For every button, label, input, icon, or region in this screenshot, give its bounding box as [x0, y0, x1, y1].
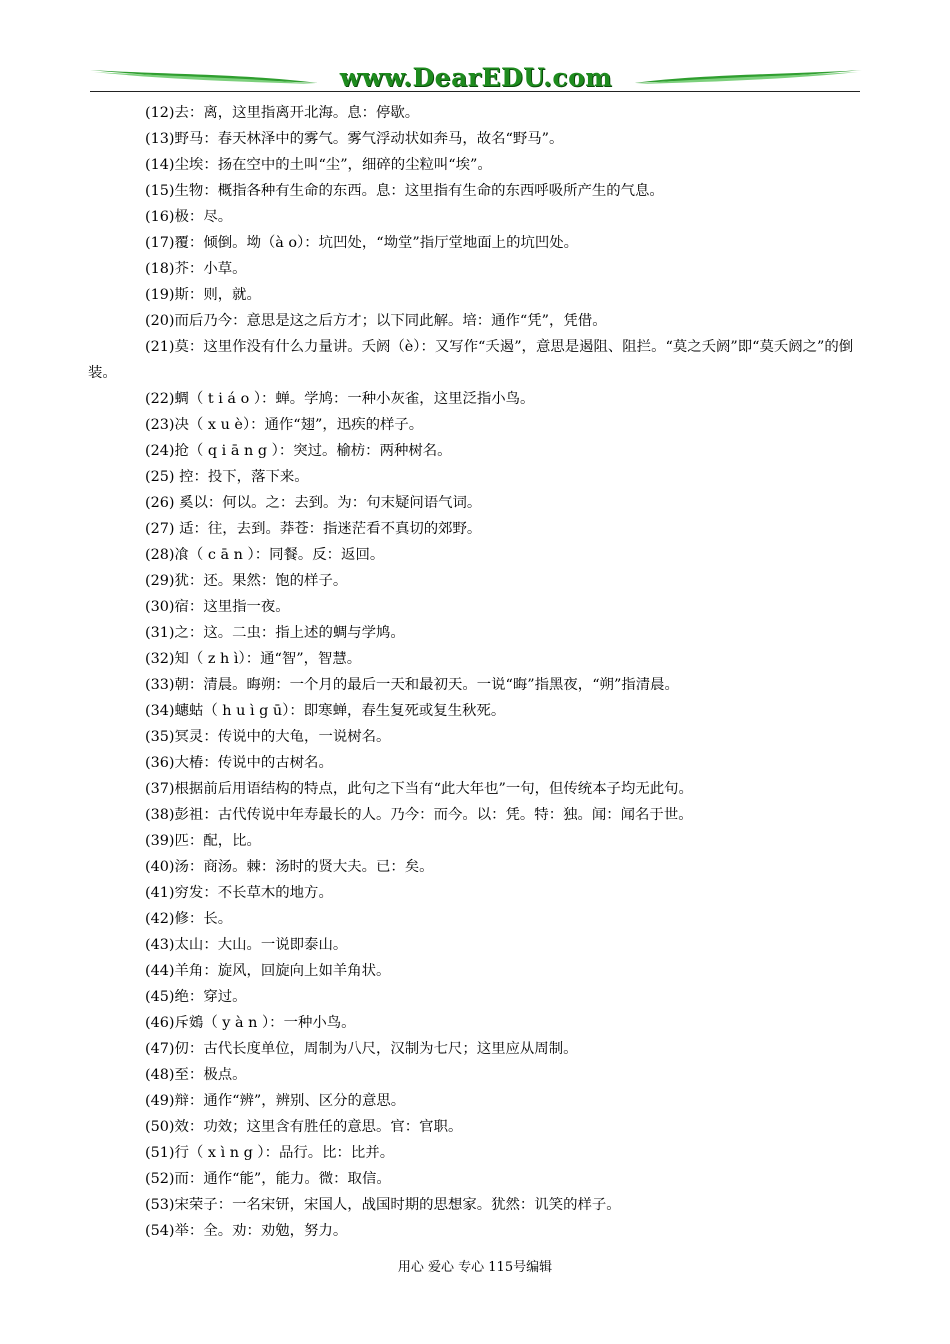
page-footer: 用心 爱心 专心 115号编辑: [397, 1260, 553, 1275]
note-33: (33)朝：清晨。晦朔：一个月的最后一天和最初天。一说“晦”指黑夜，“朔”指清晨。: [145, 677, 679, 693]
note-40: (40)汤：商汤。棘：汤时的贤大夫。已：矣。: [145, 859, 434, 875]
annotation-list: [88, 100, 860, 1244]
note-28: (28)飡（ c ā n ）：同餐。反：返回。: [145, 547, 385, 563]
note-15: (15)生物：概指各种有生命的东西。息：这里指有生命的东西呼吸所产生的气息。: [145, 183, 664, 199]
note-23: (23)决（ x u è）：通作“翅”，迅疾的样子。: [145, 417, 424, 433]
note-19: (19)斯：则，就。: [145, 287, 261, 303]
note-45: (45)绝：穿过。: [145, 989, 247, 1005]
note-31: (31)之：这。二虫：指上述的蜩与学鸠。: [145, 625, 405, 641]
note-16: (16)极：尽。: [145, 209, 233, 225]
note-52: (52)而：通作“能”，能力。微：取信。: [145, 1171, 391, 1187]
note-47: (47)仞：古代长度单位，周制为八尺，汉制为七尺；这里应从周制。: [145, 1041, 578, 1057]
note-13: (13)野马：春天林泽中的雾气。雾气浮动状如奔马，故名“野马”。: [145, 131, 564, 147]
note-39: (39)匹：配，比。: [145, 833, 261, 849]
note-43: (43)太山：大山。一说即泰山。: [145, 937, 348, 953]
note-32: (32)知（ z h ì）：通“智”，智慧。: [145, 651, 362, 667]
note-53: (53)宋荣子：一名宋钘，宋国人，战国时期的思想家。犹然：讥笑的样子。: [145, 1197, 621, 1213]
note-29: (29)犹：还。果然：饱的样子。: [145, 573, 348, 589]
note-35: (35)冥灵：传说中的大龟，一说树名。: [145, 729, 391, 745]
note-36: (36)大椿：传说中的古树名。: [145, 755, 333, 771]
note-26: (26) 奚以：何以。之：去到。为：句末疑问语气词。: [145, 495, 482, 511]
note-30: (30)宿：这里指一夜。: [145, 599, 290, 615]
note-51: (51)行（ x ì n g ）：品行。比：比并。: [145, 1145, 395, 1161]
note-34: (34)蟪蛄（ h u ì g ū）：即寒蝉，春生复死或复生秋死。: [145, 703, 506, 719]
note-37: (37)根据前后用语结构的特点，此句之下当有“此大年也”一句，但传统本子均无此句。: [145, 781, 693, 797]
note-44: (44)羊角：旋风，回旋向上如羊角状。: [145, 963, 391, 979]
note-21: (21)莫：这里作没有什么力量讲。夭阏（è）：又写作“夭遏”，意思是遏阻、阻拦。“莫之夭阏”即“莫夭阏之”的倒装。: [88, 339, 854, 381]
note-49: (49)辩：通作“辨”，辨别、区分的意思。: [145, 1093, 406, 1109]
note-24: (24)抢（ q i ā n g ）：突过。榆枋：两种树名。: [145, 443, 452, 459]
note-38: (38)彭祖：古代传说中年寿最长的人。乃今：而今。以：凭。特：独。闻：闻名于世。: [145, 807, 693, 823]
note-42: (42)修：长。: [145, 911, 233, 927]
note-48: (48)至：极点。: [145, 1067, 247, 1083]
note-17: (17)覆：倾倒。坳（à o）：坑凹处，“坳堂”指厅堂地面上的坑凹处。: [145, 235, 579, 251]
header-divider: [90, 91, 860, 92]
note-41: (41)穷发：不长草木的地方。: [145, 885, 333, 901]
note-46: (46)斥鴳（ y à n ）：一种小鸟。: [145, 1015, 356, 1031]
note-25: (25) 控：投下，落下来。: [145, 469, 309, 485]
note-12: (12)去：离，这里指离开北海。息：停歇。: [145, 105, 420, 121]
site-logo-text: www.DearEDU.com: [339, 63, 613, 92]
note-50: (50)效：功效；这里含有胜任的意思。官：官职。: [145, 1119, 463, 1135]
note-18: (18)芥：小草。: [145, 261, 247, 277]
note-22: (22)蜩（ t i á o ）：蝉。学鸠：一种小灰雀，这里泛指小鸟。: [145, 391, 535, 407]
note-14: (14)尘埃：扬在空中的土叫“尘”，细碎的尘粒叫“埃”。: [145, 157, 492, 173]
note-20: (20)而后乃今：意思是这之后方才；以下同此解。培：通作“凭”，凭借。: [145, 313, 607, 329]
note-54: (54)举：全。劝：劝勉，努力。: [145, 1223, 348, 1239]
note-27: (27) 适：往，去到。莽苍：指迷茫看不真切的郊野。: [145, 521, 482, 537]
